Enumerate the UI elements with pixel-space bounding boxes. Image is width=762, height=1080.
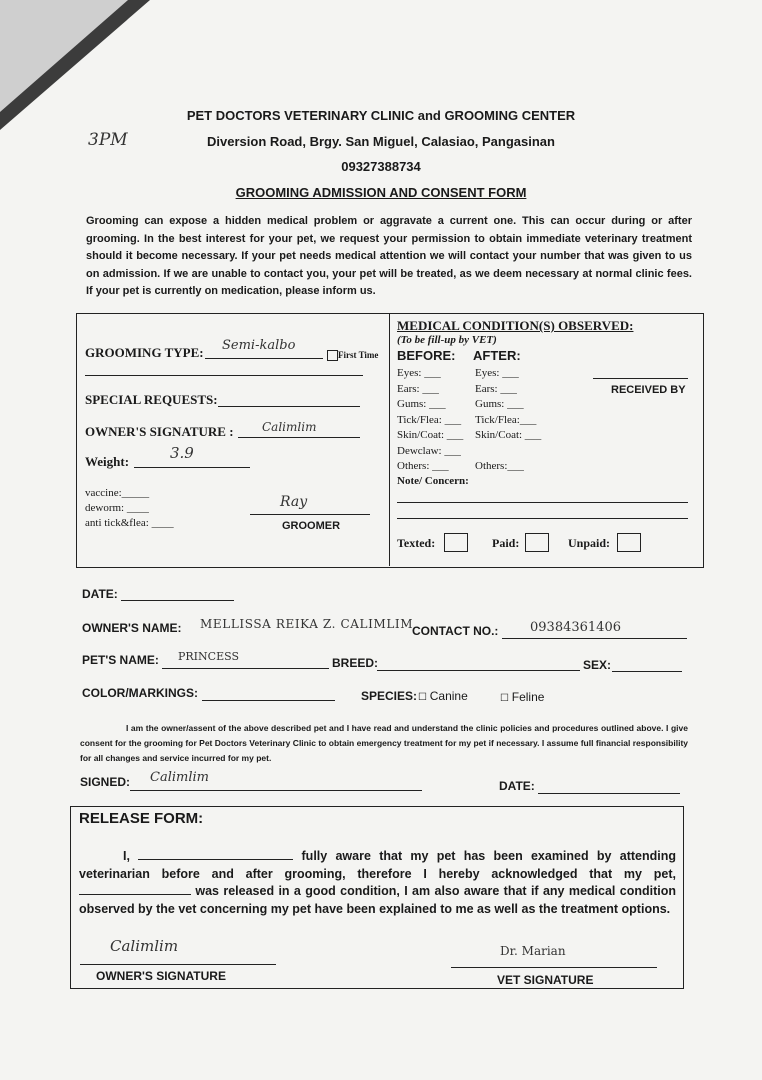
after-item[interactable]: Ears: ___: [475, 382, 517, 395]
grooming-type-label: GROOMING TYPE:: [85, 345, 204, 360]
vaccine-field[interactable]: vaccine:_____: [85, 487, 150, 499]
grooming-type-line: [205, 358, 323, 359]
received-by-line[interactable]: [593, 378, 688, 379]
before-item[interactable]: Ears: ___: [397, 382, 439, 395]
release-text-2: fully aware that my pet has been examined by attending veterinarian before and after grooming, therefore I hereby acknowledged that my pet,: [79, 849, 676, 881]
unpaid-label: Unpaid:: [568, 536, 611, 550]
owner-signature-line: [238, 437, 360, 438]
sex-label: SEX:: [583, 658, 612, 672]
after-item[interactable]: Others:___: [475, 460, 524, 472]
medical-subtitle: (To be fill-up by VET): [397, 334, 497, 346]
release-paragraph: [79, 848, 676, 918]
pet-name-line: [162, 668, 329, 669]
date-label: DATE:: [82, 587, 118, 601]
before-label: BEFORE:: [397, 348, 456, 363]
before-item[interactable]: Dewclaw: ___: [397, 444, 461, 457]
special-requests-line[interactable]: [218, 406, 360, 407]
note-label: Note/ Concern:: [397, 475, 469, 487]
owner-signature-value[interactable]: Calimlim: [262, 420, 317, 434]
groomer-value[interactable]: Ray: [280, 494, 308, 510]
signed-date-label: DATE:: [499, 779, 535, 793]
first-time-label: First Time: [338, 350, 379, 360]
release-owner-sig-line: [80, 964, 276, 965]
pet-name-value[interactable]: PRINCESS: [178, 650, 239, 663]
canine-checkbox[interactable]: ☐: [418, 692, 430, 703]
handwritten-time: 3PM: [88, 130, 128, 150]
groomer-label: GROOMER: [282, 520, 341, 532]
after-item[interactable]: Gums: ___: [475, 398, 524, 410]
antitick-field[interactable]: anti tick&flea: ____: [85, 517, 174, 529]
release-owner-sig-label: OWNER'S SIGNATURE: [96, 969, 226, 983]
before-item[interactable]: Gums: ___: [397, 398, 446, 410]
species-label: SPECIES:: [361, 689, 418, 703]
clinic-name: PET DOCTORS VETERINARY CLINIC and GROOMING CENTER: [186, 108, 576, 123]
feline-checkbox[interactable]: ☐: [500, 693, 512, 704]
breed-label: BREED:: [332, 656, 379, 670]
release-vet-sig-value[interactable]: Dr. Marian: [500, 944, 566, 958]
release-vet-sig-line: [451, 967, 657, 968]
after-item[interactable]: Eyes: ___: [475, 367, 519, 379]
grooming-type-value[interactable]: Semi-kalbo: [222, 338, 296, 353]
before-item[interactable]: Tick/Flea: ___: [397, 413, 462, 426]
release-text-1: I,: [123, 849, 130, 863]
medical-title: MEDICAL CONDITION(S) OBSERVED:: [397, 318, 634, 333]
owner-name-value[interactable]: MELLISSA REIKA Z. CALIMLIM: [200, 617, 414, 631]
first-time-checkbox[interactable]: [327, 350, 338, 361]
release-vet-sig-label: VET SIGNATURE: [497, 973, 594, 987]
canine-option[interactable]: [418, 689, 468, 703]
first-time-option[interactable]: [327, 350, 378, 361]
release-name-blank[interactable]: [138, 849, 293, 860]
feline-option[interactable]: [500, 690, 544, 704]
special-requests-label: SPECIAL REQUESTS:: [85, 392, 218, 407]
weight-value[interactable]: 3.9: [170, 444, 194, 462]
texted-box[interactable]: [444, 533, 468, 552]
weight-line: [134, 467, 250, 468]
folded-corner: [0, 0, 128, 112]
intro-paragraph: Grooming can expose a hidden medical problem or aggravate a current one. This can occur during or after grooming. In the best interest for your pet, we request your permission to obtain immediate veterinary treatment should it become necessary. If your pet needs medical attention we will contact your number that was given to us on admission. If we are unable to contact you, your pet will be treated, as we deem necessary at normal clinic fees. If your pet is currently on medication, please inform us.: [86, 215, 692, 297]
release-title: RELEASE FORM:: [79, 810, 204, 827]
texted-label: Texted:: [397, 536, 436, 550]
after-item[interactable]: Tick/Flea:___: [475, 413, 537, 426]
before-item[interactable]: Skin/Coat: ___: [397, 429, 464, 441]
paid-label: Paid:: [492, 536, 520, 550]
clinic-address: Diversion Road, Brgy. San Miguel, Calasiao, Pangasinan: [207, 134, 555, 149]
color-line[interactable]: [202, 700, 335, 701]
release-pet-blank[interactable]: [79, 884, 191, 895]
contact-line: [502, 638, 687, 639]
form-title: GROOMING ADMISSION AND CONSENT FORM: [235, 185, 527, 200]
unpaid-box[interactable]: [617, 533, 641, 552]
before-item[interactable]: Others: ___: [397, 460, 449, 472]
release-text-3: was released in a good condition, I am also aware that if any medical condition observed by the vet concerning my pet have been explained to me as well as the treatment options.: [79, 884, 676, 916]
clinic-phone: 09327388734: [341, 159, 421, 174]
grooming-type-line-2: [85, 375, 363, 376]
weight-label: Weight:: [85, 454, 130, 469]
pet-name-label: PET'S NAME:: [82, 653, 159, 667]
contact-value[interactable]: 09384361406: [530, 620, 621, 635]
before-item[interactable]: Eyes: ___: [397, 367, 441, 379]
consent-paragraph: I am the owner/assent of the above described pet and I have read and understand the clinic policies and procedures outlined above. I give consent for the grooming for Pet Doctors Veterinary Clinic to obtain emergency treatment for my pet if necessary. I assume full financial responsibility for all changes and service incurred for my pet.: [80, 723, 688, 763]
after-item[interactable]: Skin/Coat: ___: [475, 429, 542, 441]
color-label: COLOR/MARKINGS:: [82, 686, 198, 700]
signed-label: SIGNED:: [80, 775, 131, 789]
feline-label: Feline: [511, 690, 545, 704]
canine-label: Canine: [429, 689, 468, 703]
received-by-label: RECEIVED BY: [611, 384, 686, 396]
note-line-1[interactable]: [397, 502, 688, 503]
groomer-line: [250, 514, 370, 515]
owner-name-label: OWNER'S NAME:: [82, 621, 182, 635]
after-list: [475, 366, 541, 475]
date-line[interactable]: [121, 600, 234, 601]
signed-date-line[interactable]: [538, 793, 680, 794]
release-owner-sig-value[interactable]: Calimlim: [110, 937, 179, 955]
owner-signature-label: OWNER'S SIGNATURE :: [85, 424, 234, 439]
paid-box[interactable]: [525, 533, 549, 552]
after-label: AFTER:: [473, 348, 521, 363]
note-line-2[interactable]: [397, 518, 688, 519]
contact-label: CONTACT NO.:: [412, 624, 499, 638]
box-divider: [389, 314, 390, 566]
breed-line[interactable]: [377, 670, 580, 671]
deworm-field[interactable]: deworm: ____: [85, 502, 149, 514]
before-list: [397, 366, 463, 475]
signed-value[interactable]: Calimlim: [150, 770, 209, 785]
signed-line: [130, 790, 422, 791]
sex-line[interactable]: [612, 671, 682, 672]
